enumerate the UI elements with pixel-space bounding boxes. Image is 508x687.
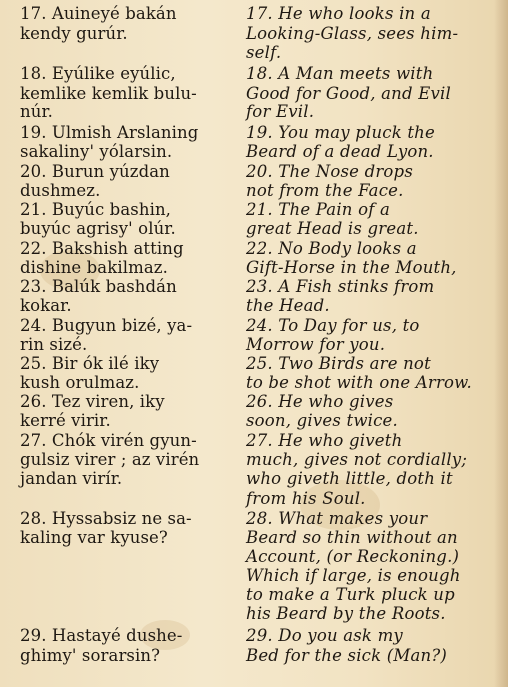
english-text-line: Gift-Horse in the Mouth, — [246, 258, 457, 277]
turkish-text-line: dushmez. — [20, 181, 101, 200]
english-text-line: his Beard by the Roots. — [246, 604, 446, 623]
english-text-line: not from the Face. — [246, 181, 404, 200]
english-text-line: Morrow for you. — [246, 335, 386, 354]
english-text-line: Bed for the sick (Man?) — [246, 646, 448, 665]
english-text-line: 29. Do you ask my — [246, 626, 403, 645]
turkish-text-line: dishine bakilmaz. — [20, 258, 168, 277]
english-text-line: 28. What makes your — [246, 509, 428, 528]
english-text-line: 27. He who giveth — [246, 431, 403, 450]
turkish-text-line: 26. Tez viren, iky — [20, 392, 165, 411]
turkish-text-line: 27. Chók virén gyun- — [20, 431, 197, 450]
english-text-line: 25. Two Birds are not — [246, 354, 431, 373]
turkish-text-line: núr. — [20, 102, 53, 121]
english-text-line: much, gives not cordially; — [246, 450, 468, 469]
turkish-text-line: 21. Buyúc bashin, — [20, 200, 172, 219]
english-text-line: who giveth little, doth it — [246, 469, 453, 488]
english-text-line: Account, (or Reckoning.) — [246, 547, 460, 566]
english-text-line: 24. To Day for us, to — [246, 316, 420, 335]
english-text-line: 21. The Pain of a — [246, 200, 390, 219]
english-text-line: 23. A Fish stinks from — [246, 277, 435, 296]
turkish-text-line: jandan virír. — [20, 469, 123, 488]
english-text-line: 22. No Body looks a — [246, 239, 417, 258]
english-text-line: 19. You may pluck the — [246, 123, 435, 142]
turkish-text-line: 25. Bir ók ilé iky — [20, 354, 160, 373]
turkish-text-line: 18. Eyúlike eyúlic, — [20, 64, 176, 83]
english-text-line: 20. The Nose drops — [246, 162, 413, 181]
english-text-line: from his Soul. — [246, 489, 366, 508]
turkish-text-line: 29. Hastayé dushe- — [20, 626, 183, 645]
turkish-text-line: kerré virir. — [20, 411, 111, 430]
turkish-text-line: sakaliny' yólarsin. — [20, 142, 173, 161]
english-text-line: soon, gives twice. — [246, 411, 398, 430]
turkish-text-line: kaling var kyuse? — [20, 528, 168, 547]
turkish-text-line: 19. Ulmish Arslaning — [20, 123, 199, 142]
english-text-line: 17. He who looks in a — [246, 4, 431, 23]
turkish-text-line: 24. Bugyun bizé, ya- — [20, 316, 193, 335]
english-text-line: Looking-Glass, sees him- — [246, 24, 459, 43]
english-text-line: Beard so thin without an — [246, 528, 458, 547]
english-text-line: Beard of a dead Lyon. — [246, 142, 434, 161]
turkish-text-line: gulsiz virer ; az virén — [20, 450, 200, 469]
english-text-line: 26. He who gives — [246, 392, 394, 411]
turkish-text-line: ghimy' sorarsin? — [20, 646, 161, 665]
turkish-text-line: rin sizé. — [20, 335, 88, 354]
turkish-text-line: 20. Burun yúzdan — [20, 162, 170, 181]
page-edge-shadow — [494, 0, 508, 687]
turkish-text-line: kush orulmaz. — [20, 373, 140, 392]
english-text-line: the Head. — [246, 296, 330, 315]
english-text-line: to be shot with one Arrow. — [246, 373, 472, 392]
turkish-text-line: 22. Bakshish atting — [20, 239, 184, 258]
turkish-text-line: 23. Balúk bashdán — [20, 277, 177, 296]
english-text-line: for Evil. — [246, 102, 315, 121]
turkish-text-line: 28. Hyssabsiz ne sa- — [20, 509, 192, 528]
turkish-text-line: 17. Auineyé bakán — [20, 4, 177, 23]
english-text-line: great Head is great. — [246, 219, 419, 238]
turkish-text-line: kendy gurúr. — [20, 24, 128, 43]
turkish-text-line: kokar. — [20, 296, 72, 315]
english-text-line: to make a Turk pluck up — [246, 585, 455, 604]
english-text-line: 18. A Man meets with — [246, 64, 434, 83]
english-text-line: self. — [246, 43, 282, 62]
turkish-text-line: buyúc agrisy' olúr. — [20, 219, 176, 238]
english-text-line: Good for Good, and Evil — [246, 84, 451, 103]
turkish-text-line: kemlike kemlik bulu- — [20, 84, 197, 103]
english-text-line: Which if large, is enough — [246, 566, 461, 585]
